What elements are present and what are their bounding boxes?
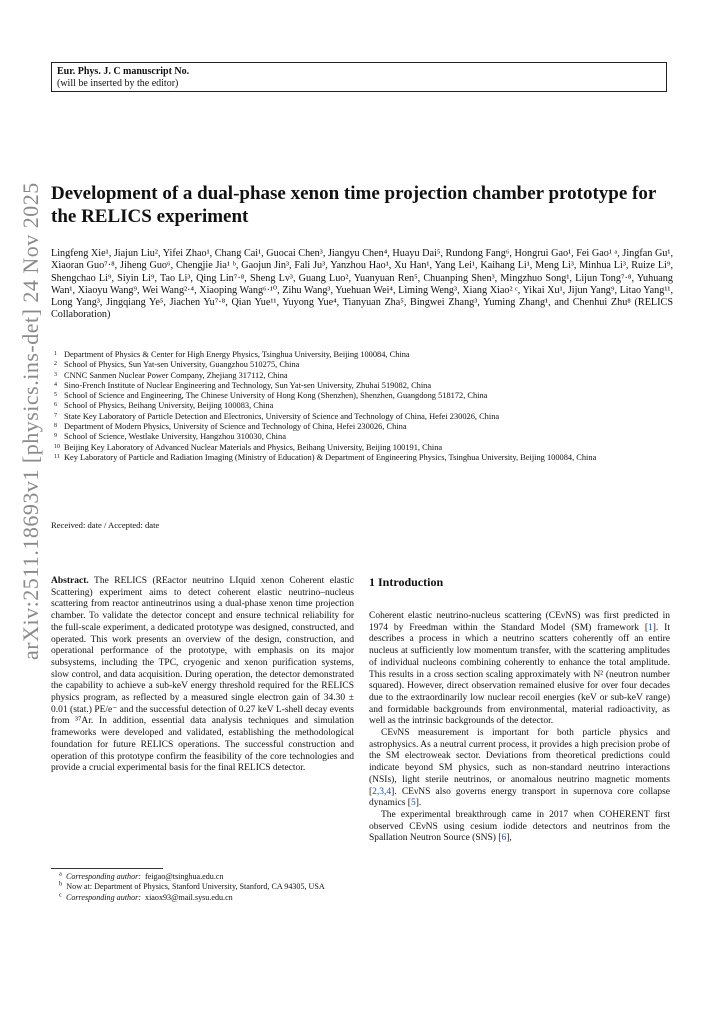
affiliation-item — [51, 432, 673, 442]
citation-link[interactable]: 1 — [647, 622, 653, 633]
footnote-text: xiaox93@mail.sysu.edu.cn — [145, 892, 233, 902]
affiliation-item — [51, 422, 673, 432]
intro-paragraph: The experimental breakthrough came in 2017 when COHERENT first observed CEνNS using cesium iodide detectors and neutrinos from the Spallation Neutron Source (SNS) [6], — [369, 809, 670, 844]
citation-link[interactable]: 2,3,4 — [372, 786, 392, 797]
affiliation-number: 6 — [54, 402, 57, 409]
affiliation-number: 9 — [54, 433, 57, 440]
author-list: Lingfeng Xie¹, Jiajun Liu², Yifei Zhao¹, Chang Cai¹, Guocai Chen³, Jiangyu Chen⁴, Huayu Dai⁵, Rundong Fang⁶, Hongrui Gao¹, Fei Gao¹ ᵃ, Jingfan Gu¹, Xiaoran Guo⁷·⁸, Jiheng Guo⁶, Chengjie Jia¹ ᵇ, Gaojun Jin³, Fali Ju³, Yanzhou Hao¹, Xu Han¹, Yang Lei¹, Kaihang Li¹, Meng Li³, Minhua Li³, Ruize Li⁹, Shengchao Li⁹, Siyin Li⁹, Tao Li³, Qing Lin⁷·⁸, Sheng Lv³, Guang Luo², Yuanyuan Ren⁵, Chuanping Shen³, Mingzhuo Song¹, Lijun Tong⁷·⁸, Yuhuang Wan¹, Xiaoyu Wang⁹, Wei Wang²·⁴, Xiaoping Wang⁶·¹⁰, Zihu Wang³, Yuehuan Wei⁴, Liming Weng³, Xiang Xiao² ᶜ, Yikai Xu¹, Jijun Yang⁹, Litao Yang¹¹, Long Yang³, Jingqiang Ye⁵, Jiachen Yu⁷·⁸, Qian Yue¹¹, Yuyong Yue⁴, Tianyuan Zha⁵, Bingwei Zhang³, Yuming Zhang¹, and Chenhui Zhu⁸ (RELICS Collaboration) — [51, 248, 673, 321]
affiliation-text: Department of Modern Physics, University of Science and Technology of China, Hefei 230026, China — [64, 422, 407, 432]
affiliation-text: Department of Physics & Center for High Energy Physics, Tsinghua University, Beijing 100084, China — [64, 350, 410, 359]
intro-paragraph: CEνNS measurement is important for both particle physics and astrophysics. As a neutral current process, it provides a high precision probe of the SM electroweak sector. Deviations from theoretical predictions could indicate beyond SM physics, such as non-standard neutrino interactions (NSIs), light sterile neutrinos, or anomalous neutrino magnetic moments [2,3,4]. CEνNS also governs energy transport in supernova core collapse dynamics [5]. — [369, 728, 670, 809]
footnote-label: Corresponding author: — [65, 872, 146, 881]
affiliation-number: 7 — [54, 412, 57, 419]
affiliation-text: School of Science, Westlake University, Hangzhou 310030, China — [64, 432, 286, 442]
affiliation-text: School of Science and Engineering, The Chinese University of Hong Kong (Shenzhen), Shenzhen, Guangdong 518172, China — [64, 391, 488, 401]
affiliation-item — [51, 412, 673, 422]
affiliation-text: School of Physics, Sun Yat-sen University, Guangzhou 510275, China — [64, 360, 300, 370]
footnote-label: Corresponding author: — [65, 892, 146, 902]
affiliation-number: 3 — [54, 371, 57, 378]
editor-note: (will be inserted by the editor) — [57, 78, 179, 89]
footnote-mark: a — [59, 870, 62, 878]
affiliation-text: School of Physics, Beihang University, Beijing 100083, China — [64, 401, 274, 411]
footnotes — [51, 872, 354, 903]
citation-link[interactable]: 5 — [410, 798, 416, 809]
affiliation-number: 5 — [54, 392, 57, 399]
arxiv-stamp-text: arXiv:2511.18693v1 [physics.ins-det] 24 Nov 2025 — [18, 182, 43, 660]
section-heading: 1 Introduction — [369, 575, 444, 589]
affiliation-list — [51, 350, 673, 463]
footnote-text: feigao@tsinghua.edu.cn — [145, 872, 224, 881]
abstract-label: Abstract. — [51, 576, 89, 586]
affiliation-number: 10 — [54, 443, 60, 450]
affiliation-number: 11 — [54, 453, 60, 460]
affiliation-text: Key Laboratory of Particle and Radiation Imaging (Ministry of Education) & Department of Engineering Physics, Tsinghua University, Beijing 100084, China — [64, 452, 597, 462]
affiliation-text: Beijing Key Laboratory of Advanced Nuclear Materials and Physics, Beihang University, Beijing 100191, China — [64, 442, 443, 452]
affiliation-item — [51, 443, 673, 453]
affiliation-text: CNNC Sanmen Nuclear Power Company, Zhejiang 317112, China — [64, 370, 288, 380]
affiliation-number: 8 — [54, 423, 57, 430]
footnote-item — [51, 890, 354, 903]
footnote-rule — [51, 868, 163, 869]
introduction-body — [369, 611, 670, 845]
intro-paragraph: Coherent elastic neutrino-nucleus scattering (CEνNS) was first predicted in 1974 by Freedman within the Standard Model (SM) framework [1]. It describes a process in which a neutrino scatters coherently off an entire nucleus at sufficiently low momentum transfer, with the scattering amplitudes of individual nucleons combining coherently to enhance the total amplitude. This results in a cross section scaling approximately with N² (neutron number squared). However, direct observation remained elusive for over four decades due to the extraordinarily low nuclear recoil energies (keV or sub-keV range) and formidable backgrounds from environmental, material radioactivity, as well as the intrinsic backgrounds of the detector. — [369, 611, 670, 727]
affiliation-number: 2 — [54, 361, 57, 368]
received-date: Received: date / Accepted: date — [51, 520, 160, 530]
affiliation-item — [51, 350, 673, 360]
citation-link[interactable]: 6 — [501, 833, 507, 844]
paper-title: Development of a dual-phase xenon time projection chamber prototype for the RELICS experiment — [51, 183, 656, 227]
affiliation-number: 1 — [54, 351, 57, 357]
footnote-item — [51, 872, 354, 882]
affiliation-text: Sino-French Institute of Nuclear Engineering and Technology, Sun Yat-sen University, Zhuhai 519082, China — [64, 380, 432, 390]
footnote-mark: c — [59, 890, 62, 898]
affiliation-text: State Key Laboratory of Particle Detection and Electronics, University of Science and Technology of China, Hefei 230026, China — [64, 411, 500, 421]
footnote-mark: b — [59, 880, 63, 888]
abstract-text: The RELICS (REactor neutrino LIquid xenon Coherent elastic Scattering) experiment aims to detect coherent elastic neutrino–nucleus scattering from reactor antineutrinos using a dual-phase xenon time projection chamber. To validate the detector concept and ensure technical reliability for the full-scale experiment, a dedicated prototype was designed, constructed, and operated. This work presents an overview of the design, construction, and operational performance of the prototype, with emphasis on its major subsystems, including the TPC, cryogenic and xenon purification systems, slow control, and data acquisition. During operation, the detector demonstrated the capability to achieve a sub-keV energy threshold required for the RELICS physics program, as reflected by a measured single electron gain of 34.30 ± 0.01 (stat.) PE/e⁻ and the successful detection of 0.27 keV L-shell decay events from ³⁷Ar. In addition, essential data analysis techniques and simulation frameworks were developed and validated, establishing the methodological foundation for future RELICS operations. The successful construction and operation of this prototype confirm the feasibility of the core technologies and provide a crucial experimental basis for the final RELICS detector. — [51, 576, 354, 774]
footnote-item — [51, 882, 354, 892]
abstract — [51, 576, 354, 775]
affiliation-number: 4 — [54, 381, 57, 388]
affiliation-item — [51, 381, 673, 391]
journal-name: Eur. Phys. J. C manuscript No. — [57, 66, 190, 77]
affiliation-item — [51, 360, 673, 370]
affiliation-item — [51, 453, 673, 463]
affiliation-item — [51, 401, 673, 411]
journal-header-box — [51, 62, 667, 92]
affiliation-item — [51, 391, 673, 401]
affiliation-item — [51, 371, 673, 381]
footnote-text: Now at: Department of Physics, Stanford University, Stanford, CA 94305, USA — [66, 882, 325, 892]
